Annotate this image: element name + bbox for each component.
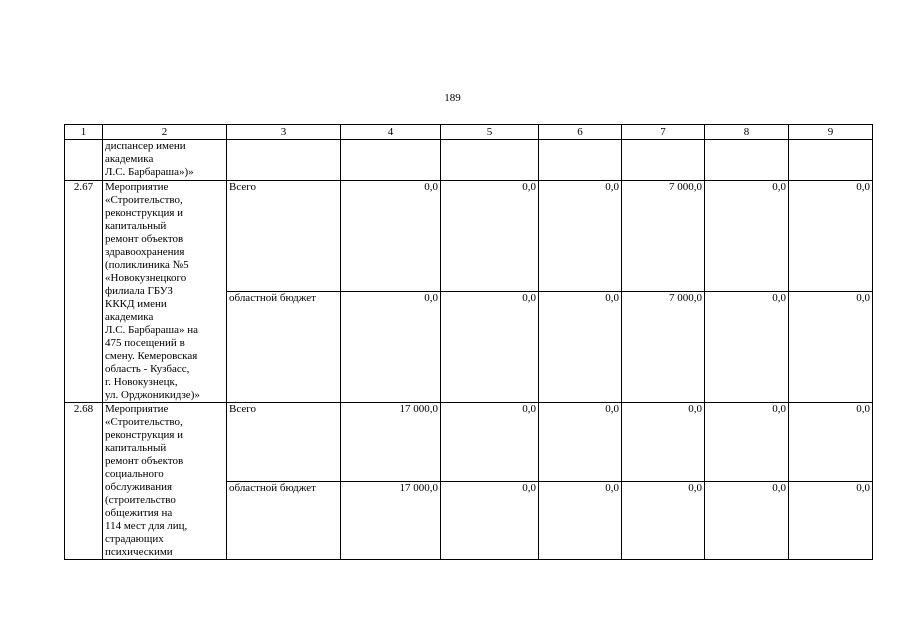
header-row (65, 125, 873, 140)
budget-table (64, 124, 873, 560)
funding-source: Всего (227, 181, 341, 292)
page-number: 189 (444, 92, 461, 104)
value-cell: 7 000,0 (622, 181, 705, 292)
column-header: 8 (705, 125, 789, 140)
funding-source: Всего (227, 403, 341, 482)
row-index: 2.68 (65, 403, 103, 560)
value-cell: 0,0 (341, 181, 441, 292)
value-cell: 0,0 (705, 292, 789, 403)
column-header: 6 (539, 125, 622, 140)
value-cell: 0,0 (539, 181, 622, 292)
value-cell: 0,0 (539, 292, 622, 403)
value-cell: 0,0 (441, 292, 539, 403)
value-cell: 0,0 (789, 481, 873, 560)
value-cell: 0,0 (341, 292, 441, 403)
empty-cell (441, 140, 539, 181)
row-index: 2.67 (65, 181, 103, 403)
value-cell: 17 000,0 (341, 481, 441, 560)
value-cell: 0,0 (705, 181, 789, 292)
empty-cell (65, 140, 103, 181)
value-cell: 0,0 (539, 403, 622, 482)
column-header: 7 (622, 125, 705, 140)
column-header: 3 (227, 125, 341, 140)
value-cell: 0,0 (705, 481, 789, 560)
value-cell: 0,0 (622, 403, 705, 482)
value-cell: 0,0 (441, 481, 539, 560)
row-description: Мероприятие «Строительство, реконструкция и капитальный ремонт объектов социального обслуживания (строительство общежития на 114 мест для лиц, страдающих психическими (103, 403, 227, 560)
value-cell: 0,0 (622, 481, 705, 560)
empty-cell (341, 140, 441, 181)
value-cell: 0,0 (539, 481, 622, 560)
column-header: 5 (441, 125, 539, 140)
column-header: 4 (341, 125, 441, 140)
empty-cell (227, 140, 341, 181)
empty-cell (789, 140, 873, 181)
column-header: 9 (789, 125, 873, 140)
table-row (65, 181, 873, 292)
row-description: Мероприятие «Строительство, реконструкция и капитальный ремонт объектов здравоохранения (поликлиника №5 «Новокузнецкого филиала ГБУЗ КККД имени академика Л.С. Барбараша» на 475 посещений в смену. Кемеровская область - Кузбасс, г. Новокузнецк, ул. Орджоникидзе)» (103, 181, 227, 403)
value-cell: 17 000,0 (341, 403, 441, 482)
value-cell: 0,0 (441, 181, 539, 292)
value-cell: 0,0 (789, 403, 873, 482)
column-header: 1 (65, 125, 103, 140)
funding-source: областной бюджет (227, 481, 341, 560)
empty-cell (705, 140, 789, 181)
value-cell: 0,0 (441, 403, 539, 482)
table-row (65, 403, 873, 482)
value-cell: 0,0 (789, 292, 873, 403)
funding-source: областной бюджет (227, 292, 341, 403)
empty-cell (622, 140, 705, 181)
carry-over-row (65, 140, 873, 181)
column-header: 2 (103, 125, 227, 140)
value-cell: 0,0 (789, 181, 873, 292)
value-cell: 0,0 (705, 403, 789, 482)
row-description: диспансер имени академика Л.С. Барбараша»)» (103, 140, 227, 181)
empty-cell (539, 140, 622, 181)
value-cell: 7 000,0 (622, 292, 705, 403)
